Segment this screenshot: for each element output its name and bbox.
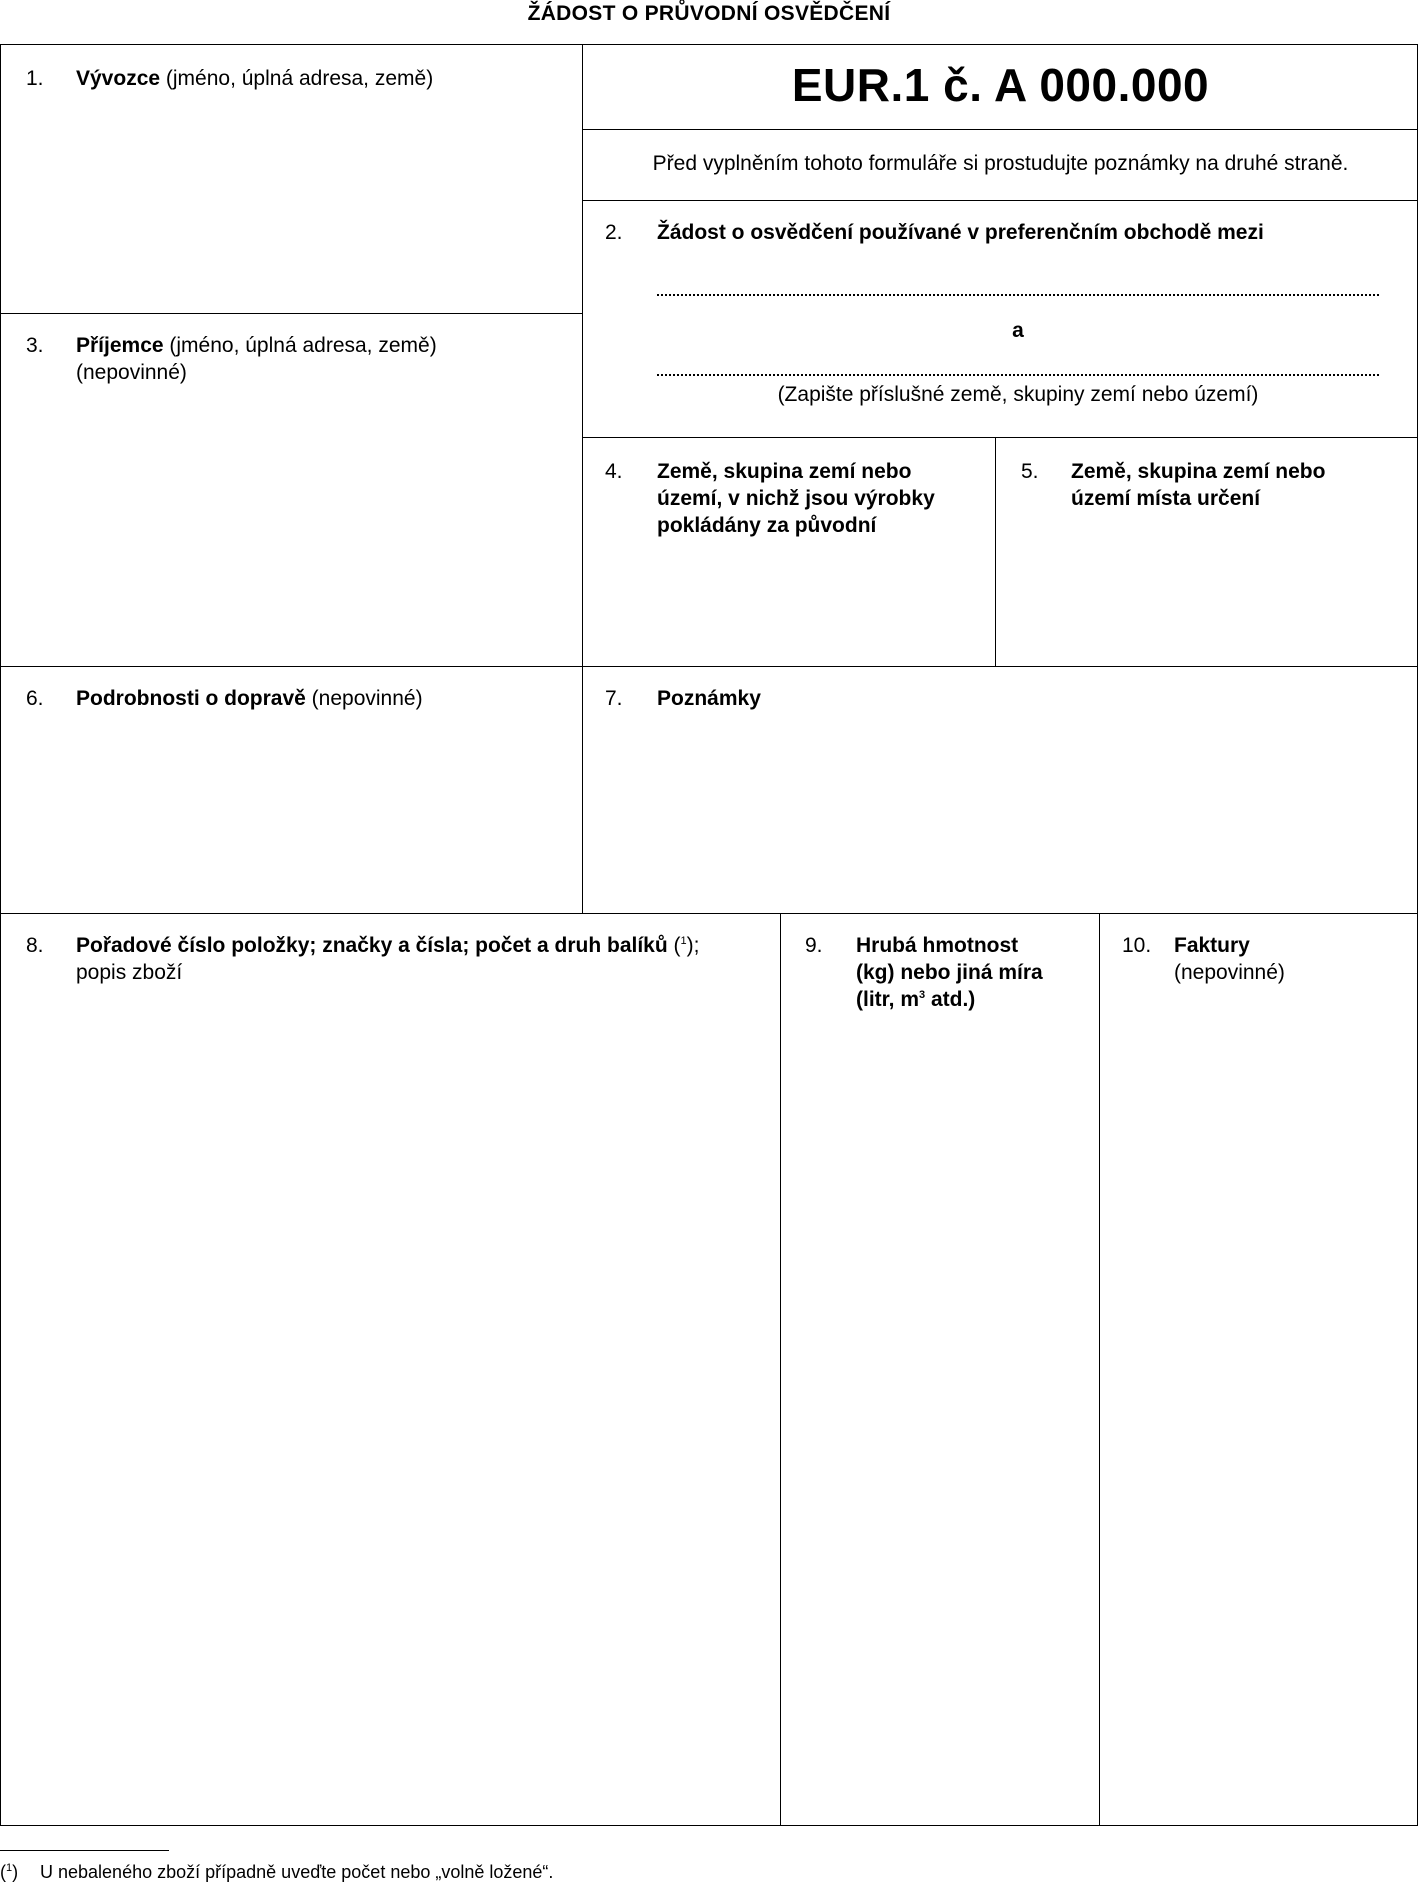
- divider-box8-box9: [780, 913, 781, 1826]
- footnote-text: U nebaleného zboží případně uveďte počet nebo „volně ložené“.: [40, 1862, 554, 1882]
- box-3-consignee[interactable]: 3. Příjemce (jméno, úplná adresa, země) (nepovinné): [26, 334, 437, 384]
- box-5-destination-country[interactable]: 5. Země, skupina zemí nebo území místa určení: [1021, 460, 1326, 510]
- footnote: [0, 1862, 554, 1883]
- dotted-line-country-2: [657, 374, 1379, 376]
- divider-box9-box10: [1099, 913, 1100, 1826]
- divider-row-goods: [0, 913, 1418, 914]
- and-separator: a: [1012, 319, 1024, 342]
- dotted-line-country-1: [657, 294, 1379, 296]
- box-4-origin-country[interactable]: 4. Země, skupina zemí nebo území, v nichž jsou výrobky pokládány za původní: [605, 460, 935, 537]
- instruction-note: Před vyplněním tohoto formuláře si prostudujte poznámky na druhé straně.: [652, 152, 1349, 175]
- footnote-rule: [0, 1850, 169, 1851]
- divider-row-transport: [0, 666, 1418, 667]
- box-9-gross-mass[interactable]: 9. Hrubá hmotnost (kg) nebo jiná míra (litr, $m^3$ atd.): [805, 934, 1043, 1011]
- footnote-ref: ($^1$): [0, 1862, 19, 1882]
- form-title: ŽÁDOST O PRŮVODNÍ OSVĚDČENÍ: [527, 2, 891, 25]
- divider-box2-box4: [582, 437, 1418, 438]
- eur-number: EUR.1 č. A 000.000: [791, 59, 1210, 111]
- divider-header: [582, 129, 1418, 130]
- box-10-invoices[interactable]: 10. Faktury (nepovinné): [1122, 934, 1285, 984]
- divider-box4-box5: [995, 437, 996, 667]
- box-8-goods-description[interactable]: 8. Pořadové číslo položky; značky a čísla; počet a druh balíků ($^1$); popis zboží: [26, 934, 700, 984]
- countries-hint: (Zapište příslušné země, skupiny zemí nebo území): [777, 383, 1259, 406]
- divider-note: [582, 200, 1418, 201]
- divider-box1-box3: [0, 313, 582, 314]
